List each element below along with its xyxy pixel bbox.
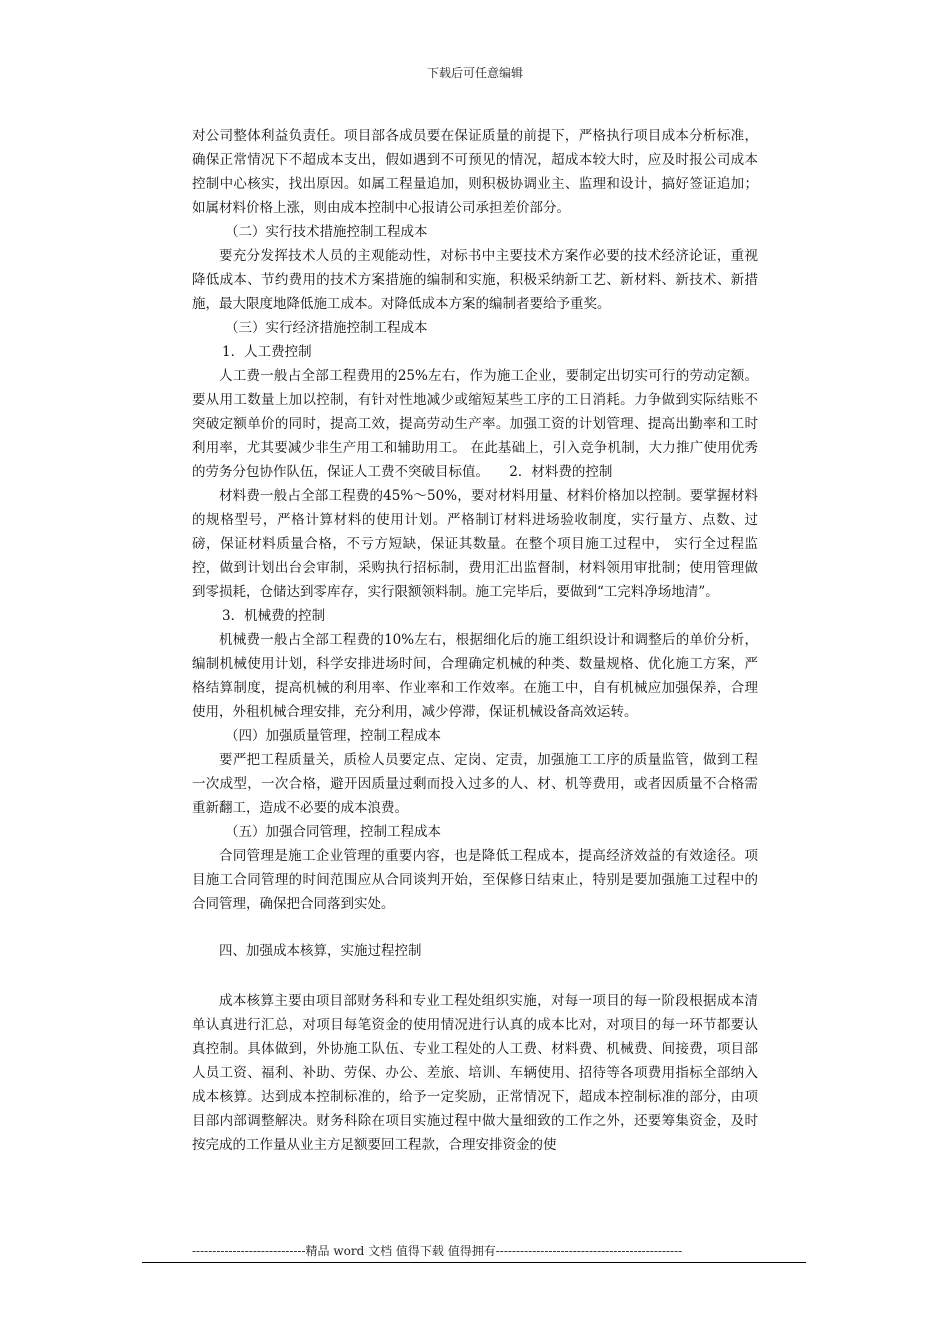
paragraph: 人工费一般占全部工程费用的25%左右，作为施工企业，要制定出切实可行的劳动定额。要从用工数量上加以控制，有针对性地减少或缩短某些工序的工日消耗。力争做到实际结账不突破定额单价的同时，提高工效，提高劳动生产率。加强工资的计划管理、提高出勤率和工时利用率，尤其要减少非生产用工和辅助用工。 在此基础上，引入竞争机制，大力推广使用优秀的劳务分包协作队伍，保证人工费不突破目标值。 2．材料费的控制 [192, 368, 758, 480]
footer-divider [142, 1262, 806, 1263]
subsection-heading: （二）实行技术措施控制工程成本 [225, 224, 428, 240]
paragraph: 要充分发挥技术人员的主观能动性，对标书中主要技术方案作必要的技术经济论证，重视降低成本、节约费用的技术方案措施的编制和实施，积极采纳新工艺、新材料、新技术、新措施，最大限度地降低施工成本。对降低成本方案的编制者要给予重奖。 [192, 248, 758, 312]
item-heading: 3．机械费的控制 [222, 608, 326, 624]
paragraph: 对公司整体利益负责任。项目部各成员要在保证质量的前提下，严格执行项目成本分析标准，确保正常情况下不超成本支出，假如遇到不可预见的情况，超成本较大时，应及时报公司成本控制中心核实，找出原因。如属工程量追加，则积极协调业主、监理和设计，搞好签证追加；如属材料价格上涨，则由成本控制中心报请公司承担差价部分。 [192, 128, 758, 216]
subsection-heading: （五）加强合同管理，控制工程成本 [225, 824, 441, 840]
document-body [192, 124, 758, 1157]
section-heading: 四、加强成本核算，实施过程控制 [219, 943, 422, 959]
subsection-heading: （四）加强质量管理，控制工程成本 [225, 728, 441, 744]
paragraph: 合同管理是施工企业管理的重要内容，也是降低工程成本，提高经济效益的有效途径。项目施工合同管理的时间范围应从合同谈判开始，至保修日结束止，特别是要加强施工过程中的合同管理，确保把合同落到实处。 [192, 848, 758, 912]
paragraph: 材料费一般占全部工程费的45%～50%，要对材料用量、材料价格加以控制。要掌握材料的规格型号，严格计算材料的使用计划。严格制订材料进场验收制度，实行量方、点数、过磅，保证材料质量合格，不亏方短缺，保证其数量。在整个项目施工过程中， 实行全过程监控，做到计划出台会审制，采购执行招标制，费用汇出监督制，材料领用审批制；使用管理做到零损耗，仓储达到零库存，实行限额领料制。施工完毕后，要做到“工完料净场地清”。 [192, 488, 758, 600]
paragraph: 成本核算主要由项目部财务科和专业工程处组织实施，对每一项目的每一阶段根据成本清单认真进行汇总，对项目每笔资金的使用情况进行认真的成本比对，对项目的每一环节都要认真控制。具体做到，外协施工队伍、专业工程处的人工费、材料费、机械费、间接费，项目部人员工资、福利、补助、劳保、办公、差旅、培训、车辆使用、招待等各项费用指标全部纳入成本核算。达到成本控制标准的，给予一定奖励，正常情况下，超成本控制标准的部分，由项目部内部调整解决。财务科除在项目实施过程中做大量细致的工作之外，还要筹集资金，及时按完成的工作量从业主方足额要回工程款，合理安排资金的使 [192, 993, 758, 1153]
item-heading: 1．人工费控制 [222, 344, 312, 360]
subsection-heading: （三）实行经济措施控制工程成本 [225, 320, 428, 336]
page-footer: ----------------------------精品 word 文档 值得下载 值得拥有---------------------------------------------- [192, 1244, 683, 1258]
paragraph: 要严把工程质量关，质检人员要定点、定岗、定责，加强施工工序的质量监管，做到工程一次成型，一次合格，避开因质量过剩而投入过多的人、材、机等费用，或者因质量不合格需重新翻工，造成不必要的成本浪费。 [192, 752, 758, 816]
page-header: 下载后可任意编辑 [426, 66, 523, 80]
paragraph: 机械费一般占全部工程费的10%左右，根据细化后的施工组织设计和调整后的单价分析，编制机械使用计划，科学安排进场时间，合理确定机械的种类、数量规格、优化施工方案，严格结算制度，提高机械的利用率、作业率和工作效率。在施工中，自有机械应加强保养，合理使用，外租机械合理安排，充分利用，减少停滞，保证机械设备高效运转。 [192, 632, 758, 720]
